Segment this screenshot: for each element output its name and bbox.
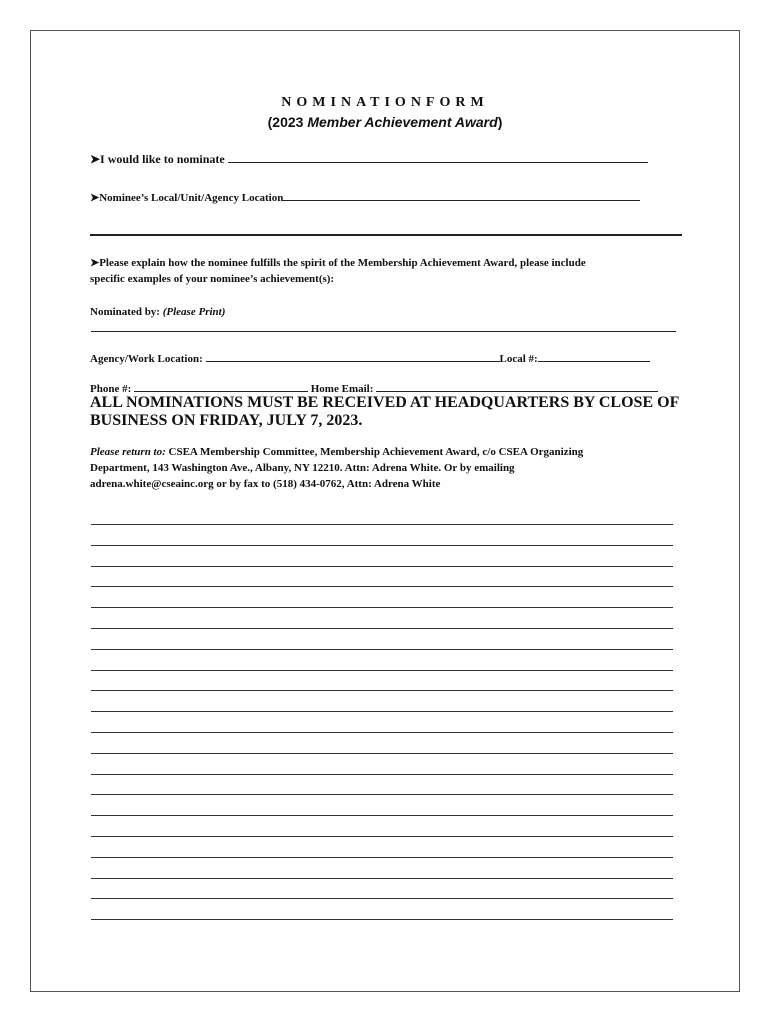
- agency-row: [90, 350, 650, 365]
- contact-row: [90, 380, 658, 395]
- writing-line[interactable]: [91, 545, 673, 546]
- nominee-location-field[interactable]: [283, 189, 640, 201]
- home-email-field[interactable]: [376, 380, 658, 392]
- writing-line[interactable]: [91, 919, 673, 920]
- writing-line[interactable]: [91, 711, 673, 712]
- explain-line-2: specific examples of your nominee’s achievement(s):: [90, 273, 335, 285]
- location-row: [90, 189, 640, 204]
- form-title: NOMINATIONFORM: [281, 95, 489, 110]
- return-text-1: CSEA Membership Committee, Membership Achievement Award, c/o CSEA Organizing: [165, 446, 584, 458]
- nominee-name-field[interactable]: [228, 151, 648, 163]
- nominated-by-field[interactable]: [91, 331, 676, 332]
- phone-field[interactable]: [134, 380, 308, 392]
- writing-line[interactable]: [91, 670, 673, 671]
- writing-line[interactable]: [91, 774, 673, 775]
- deadline-line-2: BUSINESS ON FRIDAY, JULY 7, 2023.: [90, 412, 363, 429]
- return-line-1: [90, 444, 680, 460]
- nominated-by-row: [90, 306, 225, 318]
- writing-line[interactable]: [91, 732, 673, 733]
- subtitle-award-name: Member Achievement Award: [307, 114, 498, 130]
- writing-line[interactable]: [91, 878, 673, 879]
- subtitle-prefix: (2023: [267, 114, 308, 130]
- explain-instructions: [90, 255, 680, 287]
- deadline-line-1: ALL NOMINATIONS MUST BE RECEIVED AT HEADQUARTERS BY CLOSE OF: [90, 394, 680, 411]
- home-email-label: Home Email:: [310, 383, 374, 395]
- writing-line[interactable]: [91, 649, 673, 650]
- nominate-label: ➤I would like to nominate: [90, 152, 225, 166]
- writing-line[interactable]: [91, 524, 673, 525]
- local-label: Local #:: [499, 353, 538, 365]
- return-instructions: [90, 444, 680, 492]
- writing-line[interactable]: [91, 690, 673, 691]
- subtitle-suffix: ): [497, 114, 503, 130]
- nominated-by-label: Nominated by:: [90, 306, 160, 318]
- section-divider: [90, 234, 682, 236]
- nominated-by-hint: (Please Print): [162, 306, 226, 318]
- writing-line[interactable]: [91, 836, 673, 837]
- return-label: Please return to:: [90, 446, 166, 458]
- deadline-notice: [90, 394, 690, 430]
- writing-line[interactable]: [91, 607, 673, 608]
- form-page: [30, 30, 740, 992]
- local-number-field[interactable]: [538, 350, 650, 362]
- return-line-3: adrena.white@cseainc.org or by fax to (518) 434-0762, Attn: Adrena White: [90, 478, 441, 490]
- writing-line[interactable]: [91, 566, 673, 567]
- writing-line[interactable]: [91, 898, 673, 899]
- agency-label: Agency/Work Location:: [90, 353, 203, 365]
- nominate-row: [90, 151, 648, 167]
- writing-line[interactable]: [91, 753, 673, 754]
- writing-line[interactable]: [91, 794, 673, 795]
- phone-label: Phone #:: [90, 383, 132, 395]
- form-subtitle: [0, 114, 770, 130]
- agency-field[interactable]: [206, 350, 500, 362]
- writing-line[interactable]: [91, 628, 673, 629]
- writing-line[interactable]: [91, 857, 673, 858]
- writing-line[interactable]: [91, 586, 673, 587]
- return-line-2: Department, 143 Washington Ave., Albany, NY 12210. Attn: Adrena White. Or by emailing: [90, 462, 515, 474]
- writing-line[interactable]: [91, 815, 673, 816]
- explain-line-1: ➤Please explain how the nominee fulfills the spirit of the Membership Achievement Award, please include: [90, 257, 586, 269]
- location-label: ➤Nominee’s Local/Unit/Agency Location: [90, 192, 284, 204]
